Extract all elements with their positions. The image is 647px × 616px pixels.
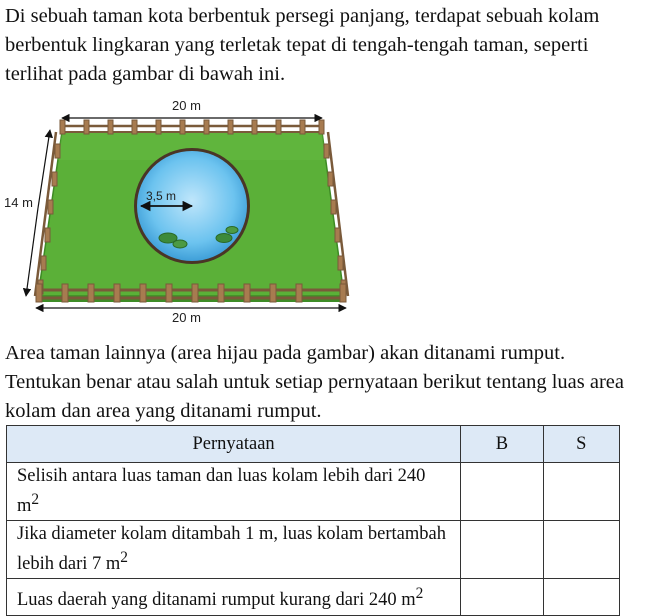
question-paragraph: Area taman lainnya (area hijau pada gambar) akan ditanami rumput. Tentukan benar atau salah untuk setiap pernyataan berikut tentang luas area kolam dan area yang ditanami rumput. (5, 342, 625, 422)
intro-paragraph: Di sebuah taman kota berbentuk persegi panjang, terdapat sebuah kolam berbentuk lingkaran yang terletak tepat di tengah-tengah taman, seperti terlihat pada gambar di bawah ini. (5, 5, 600, 85)
statement-cell: Jika diameter kolam ditambah 1 m, luas kolam bertambah lebih dari 7 $m^2$ (7, 521, 461, 579)
table-row (7, 463, 620, 521)
table-row (7, 579, 620, 616)
answer-true-cell[interactable] (461, 463, 543, 521)
statement-cell: Selisih antara luas taman dan luas kolam lebih dari 240 $m^2$ (7, 463, 461, 521)
answer-false-cell[interactable] (543, 521, 619, 579)
answer-false-cell[interactable] (543, 579, 619, 616)
header-false: S (543, 426, 619, 463)
statement-cell: Luas daerah yang ditanami rumput kurang dari 240 $m^2$ (7, 579, 461, 616)
answer-true-cell[interactable] (461, 521, 543, 579)
side-dimension-label: 14 m (4, 195, 33, 210)
header-statement: Pernyataan (7, 426, 461, 463)
park-figure (0, 88, 370, 328)
answer-true-cell[interactable] (461, 579, 543, 616)
statement-table (6, 425, 620, 616)
bottom-dimension-label: 20 m (172, 310, 201, 325)
top-dimension-label: 20 m (172, 98, 201, 113)
header-true: B (461, 426, 543, 463)
radius-label: 3,5 m (146, 189, 177, 203)
table-row (7, 521, 620, 579)
answer-false-cell[interactable] (543, 463, 619, 521)
park-diagram (0, 88, 370, 328)
fence-back (60, 120, 324, 134)
table-header-row (7, 426, 620, 463)
